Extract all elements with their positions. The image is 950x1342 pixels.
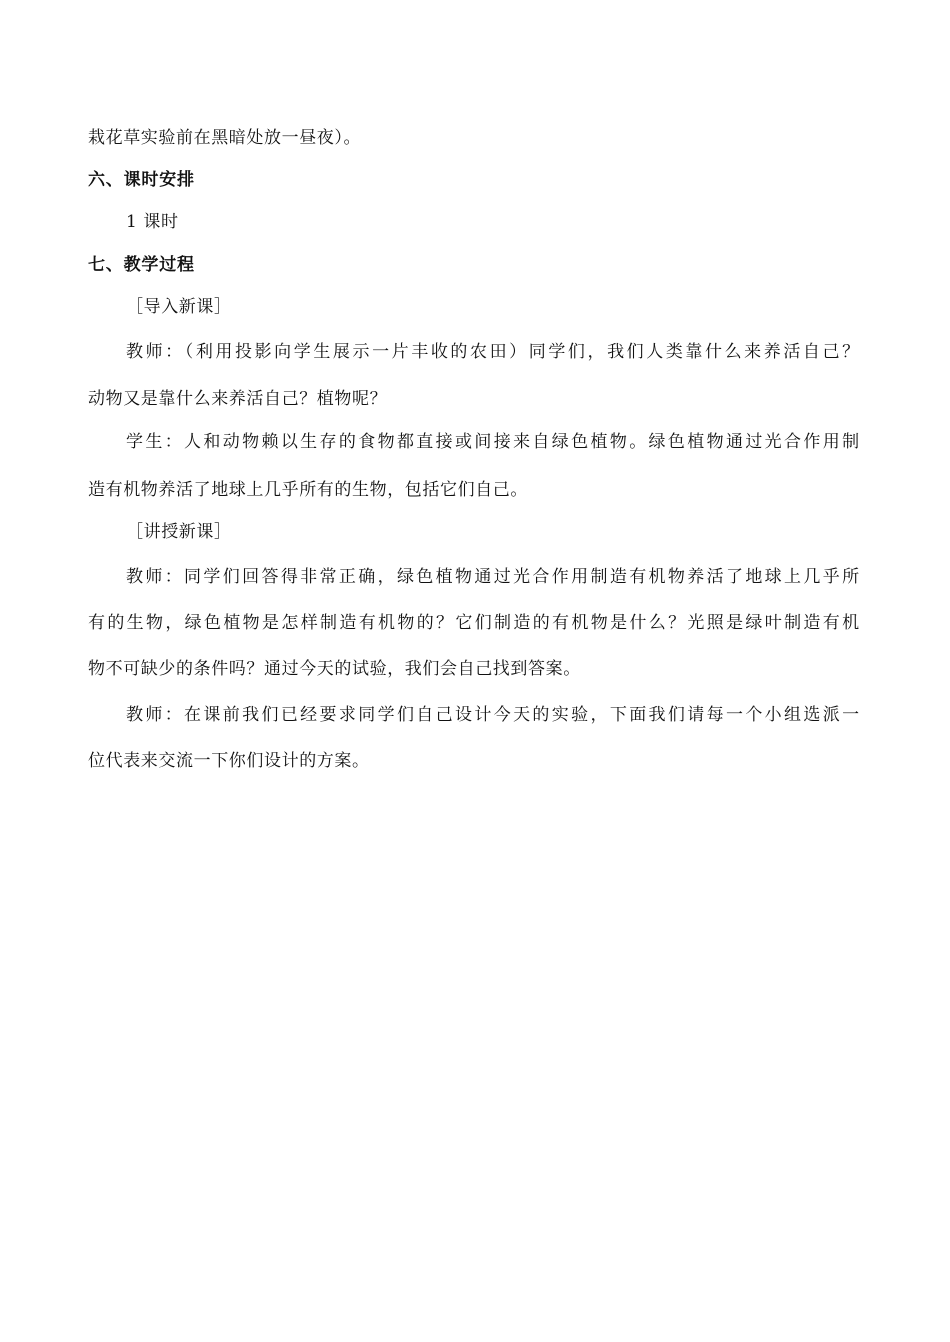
section-heading-schedule: 六、课时安排 [88, 170, 195, 190]
student-paragraph-line-2: 造有机物养活了地球上几乎所有的生物，包括它们自己。 [88, 480, 528, 500]
teacher-paragraph-1-line-2: 动物又是靠什么来养活自己？植物呢？ [88, 389, 388, 409]
teacher-paragraph-2-line-1: 教师：同学们回答得非常正确，绿色植物通过光合作用制造有机物养活了地球上几乎所 [126, 567, 860, 587]
teacher-paragraph-3-line-1: 教师：在课前我们已经要求同学们自己设计今天的实验，下面我们请每一个小组选派一 [126, 705, 860, 725]
teacher-paragraph-1-line-1: 教师：（利用投影向学生展示一片丰收的农田）同学们，我们人类靠什么来养活自己？ [126, 342, 860, 362]
schedule-content: 1 课时 [126, 212, 179, 232]
teacher-paragraph-2-line-2: 有的生物，绿色植物是怎样制造有机物的？它们制造的有机物是什么？光照是绿叶制造有机 [88, 613, 860, 633]
carry-over-text: 栽花草实验前在黑暗处放一昼夜）。 [88, 128, 362, 148]
lecture-label: ［讲授新课］ [126, 522, 232, 542]
intro-label: ［导入新课］ [126, 297, 232, 317]
teacher-paragraph-2-line-3: 物不可缺少的条件吗？通过今天的试验，我们会自己找到答案。 [88, 659, 581, 679]
teacher-paragraph-3-line-2: 位代表来交流一下你们设计的方案。 [88, 751, 370, 771]
section-heading-process: 七、教学过程 [88, 255, 195, 275]
student-paragraph-line-1: 学生：人和动物赖以生存的食物都直接或间接来自绿色植物。绿色植物通过光合作用制 [126, 432, 860, 452]
